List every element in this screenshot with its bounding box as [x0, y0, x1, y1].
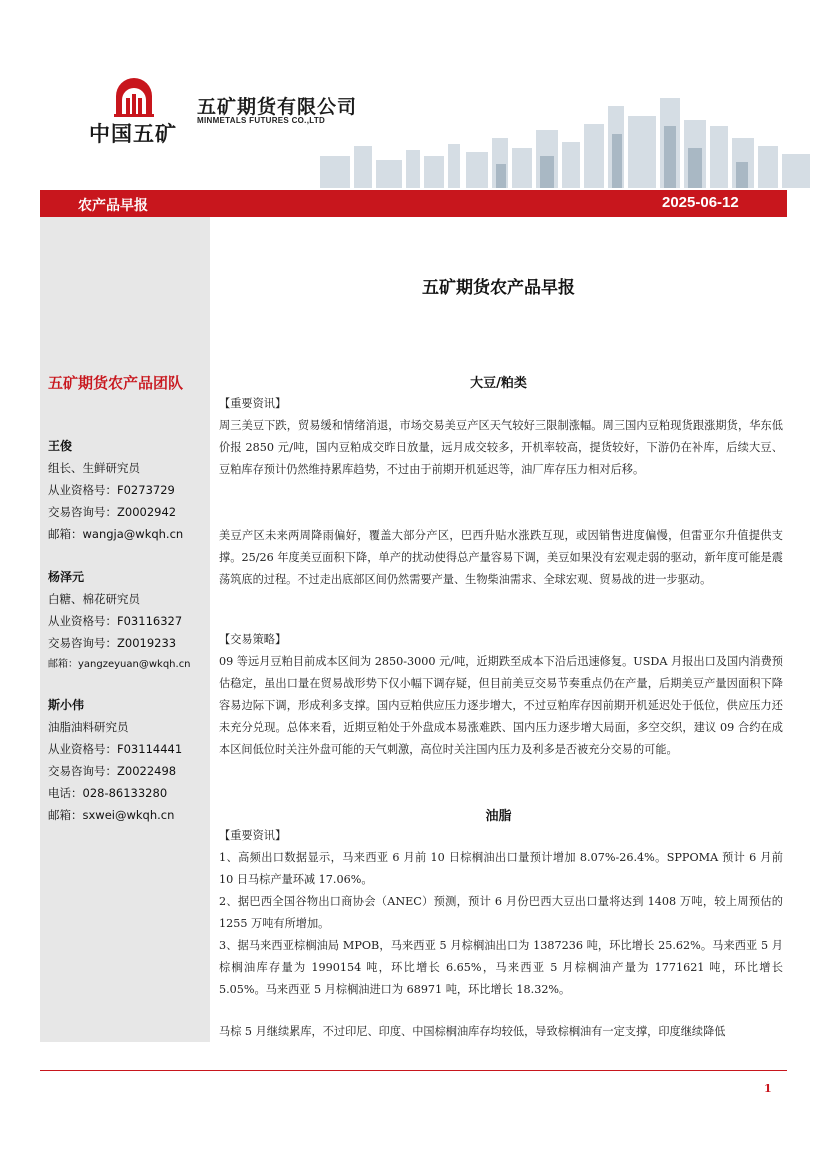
section-heading: 油脂	[485, 809, 512, 824]
report-date: 2025-06-12	[662, 194, 739, 211]
report-type-label: 农产品早报	[78, 198, 148, 214]
member-phone: 电话：028-86133280	[48, 786, 168, 800]
member-email: 邮箱：sxwei@wkqh.cn	[48, 808, 175, 822]
paragraph: 美豆产区未来两周降雨偏好，覆盖大部分产区，巴西升贴水涨跌互现，或因销售进度偏慢，但雷亚尔升值提供支撑。25/26 年度美豆面积下降，单产的扰动使得总产量容易下调，美豆如果没有宏观走弱的驱动，新年度可能是震荡筑底的过程。不过走出底部区间仍然需要产量、生物柴油需求、全球宏观、贸易战的进一步驱动。	[219, 529, 783, 586]
paragraph: 09 等远月豆粕目前成本区间为 2850-3000 元/吨，近期跌至成本下沿后迅速修复。USDA 月报出口及国内消费预估稳定，虽出口量在贸易战形势下仅小幅下调存疑，但目前美豆交易节奏重点仍在产量，后期美豆产量因面积下降容易边际下调，形成利多支撑。国内豆粕供应压力逐步增大，不过豆粕库存因前期开机延迟处于低位，供应压力还未充分兑现。总体来看，近期豆粕处于外盘成本易涨难跌、国内压力逐步增大局面，多空交织，建议 09 合约在成本区间低位时关注外盘可能的天气刺激，高位时关注国内压力及利多是否被充分交易的可能。	[219, 655, 783, 756]
city-skyline-illustration	[320, 86, 810, 188]
team-member-card	[48, 694, 208, 826]
paragraph: 2、据巴西全国谷物出口商协会（ANEC）预测，预计 6 月份巴西大豆出口量将达到 1408 万吨，较上周预估的 1255 万吨有所增加。	[219, 895, 783, 930]
minmetals-logo-icon	[112, 74, 156, 120]
member-role: 组长、生鲜研究员	[48, 461, 140, 475]
footer-divider	[40, 1070, 787, 1071]
paragraph-tag: 【重要资讯】	[219, 829, 287, 842]
paragraph: 1、高频出口数据显示，马来西亚 6 月前 10 日棕榈油出口量预计增加 8.07%-26.4%。SPPOMA 预计 6 月前 10 日马棕产量环减 17.06%。	[219, 851, 783, 886]
member-name: 斯小伟	[48, 698, 85, 712]
team-member-card	[48, 566, 208, 676]
company-name-cn: 五矿期货有限公司	[197, 96, 358, 118]
member-license: 从业资格号：F03116327	[48, 614, 183, 628]
paragraph: 马棕 5 月继续累库，不过印尼、印度、中国棕榈油库存均较低，导致棕榈油有一定支撑，印度继续降低	[219, 1025, 726, 1038]
member-consult-id: 交易咨询号：Z0022498	[48, 764, 177, 778]
brand-name: 中国五矿	[89, 122, 177, 146]
section-heading: 大豆/粕类	[470, 376, 527, 391]
paragraph: 周三美豆下跌，贸易缓和情绪消退，市场交易美豆产区天气较好三限制涨幅。周三国内豆粕现货跟涨期货，华东低价报 2850 元/吨，国内豆粕成交昨日放量，远月成交较多，开机率较高，提货较好，下游仍在补库，后续大豆、豆粕库存预计仍然维持累库趋势，不过由于前期开机延迟等，油厂库存压力相对后移。	[219, 419, 783, 476]
member-consult-id: 交易咨询号：Z0019233	[48, 636, 177, 650]
member-role: 白糖、棉花研究员	[48, 592, 140, 606]
member-name: 杨泽元	[48, 570, 85, 584]
page-number: 1	[764, 1082, 772, 1095]
team-member-card	[48, 435, 208, 545]
paragraph-tag: 【交易策略】	[219, 633, 287, 646]
company-name-en: MINMETALS FUTURES CO.,LTD	[197, 116, 326, 125]
document-title: 五矿期货农产品早报	[422, 278, 575, 298]
team-title: 五矿期货农产品团队	[48, 374, 184, 392]
member-license: 从业资格号：F0273729	[48, 483, 175, 497]
member-name: 王俊	[48, 439, 73, 453]
paragraph-tag: 【重要资讯】	[219, 397, 287, 410]
paragraph: 3、据马来西亚棕榈油局 MPOB，马来西亚 5 月棕榈油出口为 1387236 吨，环比增长 25.62%。马来西亚 5 月棕榈油库存量为 1990154 吨，环比增长 6.65%，马来西亚 5 月棕榈油产量为 1771621 吨，环比增长 5.05%。马来西亚 5 月棕榈油进口为 68971 吨，环比增长 18.32%。	[219, 939, 783, 996]
member-consult-id: 交易咨询号：Z0002942	[48, 505, 177, 519]
member-email: 邮箱：wangja@wkqh.cn	[48, 527, 184, 541]
member-email: 邮箱：yangzeyuan@wkqh.cn	[48, 659, 191, 670]
member-role: 油脂油料研究员	[48, 720, 129, 734]
member-license: 从业资格号：F03114441	[48, 742, 183, 756]
